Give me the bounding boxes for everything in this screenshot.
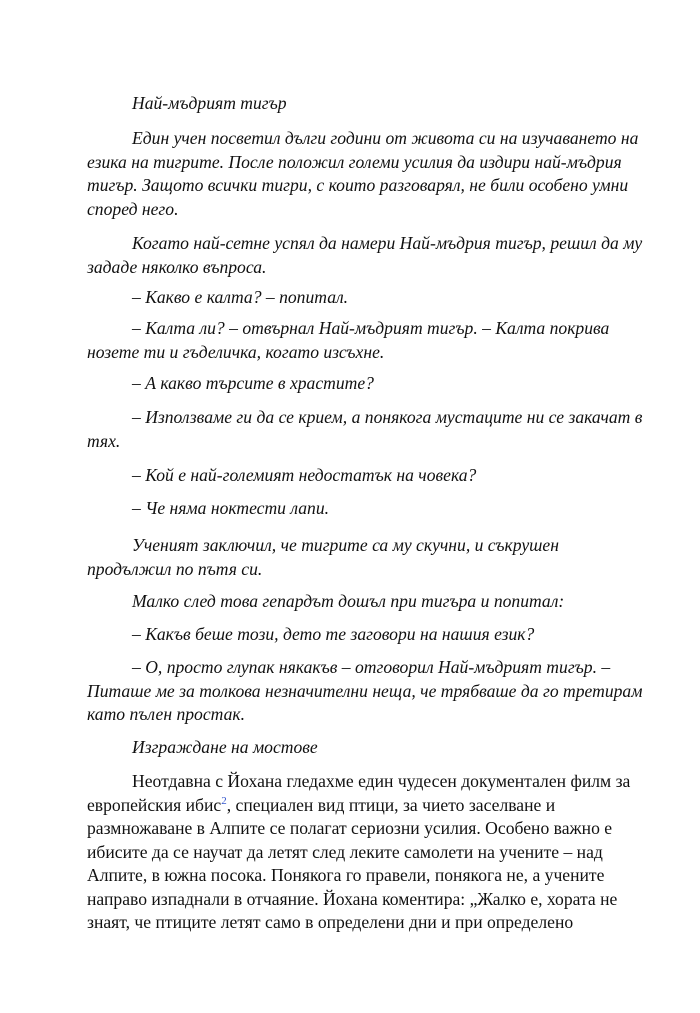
- paragraph: [87, 770, 631, 935]
- text-line: – Използваме ги да се крием, а понякога мустаците ни се закачат в: [132, 407, 643, 427]
- paragraph: [87, 464, 615, 488]
- text-line: зададе няколко въпроса.: [87, 256, 267, 277]
- text-line: продължил по пътя си.: [87, 558, 263, 579]
- paragraph: [87, 372, 615, 396]
- text-line: според него.: [87, 198, 179, 219]
- text-line: – О, просто глупак някакъв – отговорил Най-мъдрият тигър. –: [132, 657, 611, 677]
- paragraph: [87, 127, 639, 221]
- text-line: като пълен простак.: [87, 704, 246, 724]
- paragraph: [87, 317, 615, 364]
- text-line: ибисите да се научат да летят след леките самолети на учените – над: [87, 841, 603, 862]
- text-line: Когато най-сетне успял да намери Най-мъдрия тигър, решил да му: [132, 233, 643, 253]
- paragraph: [87, 656, 643, 727]
- paragraph: [87, 406, 643, 453]
- paragraph: [87, 590, 615, 614]
- paragraph: [87, 497, 615, 521]
- text-line: Алпите, в южна посока. Понякога го правели, понякога не, а учените: [87, 865, 605, 885]
- text-line: – Че няма ноктести лапи.: [132, 498, 330, 518]
- text-line: – Какво е калта? – попитал.: [132, 287, 349, 307]
- text-line: – Какъв беше този, дето те заговори на нашия език?: [132, 624, 535, 644]
- text-line: Неотдавна с Йохана гледахме един чудесен документален филм за: [132, 771, 631, 791]
- text-line: знаят, че птиците летят само в определени дни и при определено: [87, 912, 574, 932]
- text-line: – Калта ли? – отвърнал Най-мъдрият тигър. – Калта покрива: [132, 318, 610, 338]
- paragraph: [87, 534, 615, 581]
- text-line: езика на тигрите. После положил големи усилия да издири най-мъдрия: [87, 151, 622, 172]
- story-title: Изграждане на мостове: [132, 737, 318, 757]
- text-line: Ученият заключил, че тигрите са му скучни, и съкрушен: [132, 535, 559, 555]
- text-segment: , специален вид птици, за чието заселване и: [226, 794, 556, 815]
- text-line: [87, 794, 615, 818]
- footnote-link[interactable]: 2: [221, 794, 227, 807]
- text-line: Питаше ме за толкова незначителни неща, че трябваше да го третирам: [87, 680, 643, 701]
- text-line: тигър. Защото всички тигри, с които разговарял, не били особено умни: [87, 175, 629, 195]
- text-line: направо изпаднали в отчаяние. Йохана коментира: „Жалко е, хората не: [87, 888, 618, 909]
- text-line: тях.: [87, 430, 121, 451]
- story-title: Най-мъдрият тигър: [132, 93, 287, 113]
- text-line: нозете ти и гъделичка, когато изсъхне.: [87, 341, 385, 362]
- text-line: – А какво търсите в храстите?: [132, 373, 374, 393]
- text-segment: европейския ибис: [87, 794, 222, 815]
- paragraph: [87, 623, 615, 647]
- paragraph: [87, 232, 643, 279]
- text-line: Малко след това гепардът дошъл при тигъра и попитал:: [132, 591, 565, 611]
- text-line: Един учен посветил дълги години от живота си на изучаването на: [132, 128, 639, 148]
- paragraph: [87, 286, 615, 310]
- text-line: размножаване в Алпите се полагат сериозни усилия. Особено важно е: [87, 818, 613, 838]
- text-line: – Кой е най-големият недостатък на човека?: [132, 465, 477, 485]
